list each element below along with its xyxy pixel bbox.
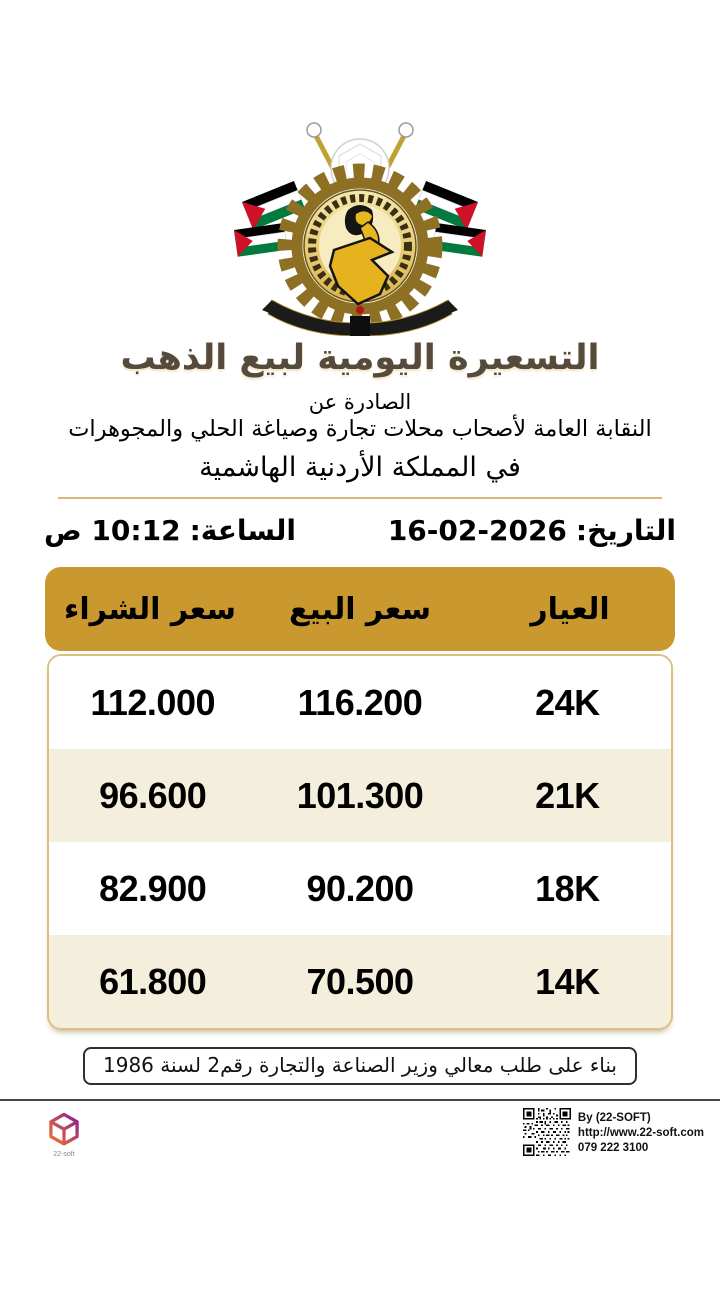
table-row-14k (49, 935, 671, 1028)
credit-website: http://www.22-soft.com (577, 1126, 704, 1139)
sell-price-cell: 70.500 (306, 960, 414, 1002)
date-time-row (44, 514, 676, 547)
date-label: التاريخ: (575, 514, 676, 547)
table-row-24k (49, 656, 671, 749)
buy-price-cell: 82.900 (99, 867, 207, 909)
time-group (44, 514, 296, 547)
ministerial-footnote: بناء على طلب معالي وزير الصناعة والتجارة رقم2 لسنة 1986 (83, 1047, 637, 1085)
sell-price-cell: 101.300 (296, 774, 424, 816)
footnote-wrap (0, 1047, 720, 1085)
gold-divider (58, 497, 662, 499)
country-line: في المملكة الأردنية الهاشمية (199, 452, 521, 483)
karat-cell: 14K (535, 960, 600, 1002)
qr-code-icon (523, 1108, 571, 1156)
vendor-logo-block (46, 1110, 82, 1158)
buy-price-cell: 112.000 (90, 681, 215, 723)
page-title: التسعيرة اليومية لبيع الذهب (120, 338, 600, 378)
credit-phone: 079 222 3100 (577, 1141, 649, 1154)
footer-bar (0, 1099, 720, 1170)
buy-price-cell: 96.600 (99, 774, 207, 816)
cube-logo-icon (46, 1110, 82, 1150)
vendor-logo-caption: 22-soft (53, 1151, 75, 1158)
column-header-buy: سعر الشراء (64, 591, 236, 627)
column-header-karat: العيار (530, 591, 610, 627)
karat-cell: 24K (535, 681, 600, 723)
syndicate-emblem-logo (230, 118, 490, 336)
sell-price-cell: 90.200 (306, 867, 414, 909)
time-value: 10:12 ص (44, 514, 181, 547)
issuer-name: النقابة العامة لأصحاب محلات تجارة وصياغة الحلي والمجوهرات (68, 416, 652, 442)
issued-by-label: الصادرة عن (308, 390, 412, 414)
karat-cell: 18K (535, 867, 600, 909)
table-header (45, 567, 675, 651)
karat-cell: 21K (535, 774, 600, 816)
buy-price-cell: 61.800 (99, 960, 207, 1002)
sell-price-cell: 116.200 (297, 681, 423, 723)
credit-byline: By (22-SOFT) (577, 1112, 651, 1124)
credit-text (578, 1111, 704, 1156)
syndicate-emblem-icon (230, 118, 490, 336)
date-value: 16-02-2026 (387, 514, 567, 547)
credit-block (523, 1108, 704, 1156)
table-row-18k (49, 842, 671, 935)
time-label: الساعة: (189, 514, 296, 547)
column-header-sell: سعر البيع (288, 591, 432, 627)
table-row-21k (49, 749, 671, 842)
gold-price-table (47, 654, 673, 1030)
date-group (388, 514, 676, 547)
